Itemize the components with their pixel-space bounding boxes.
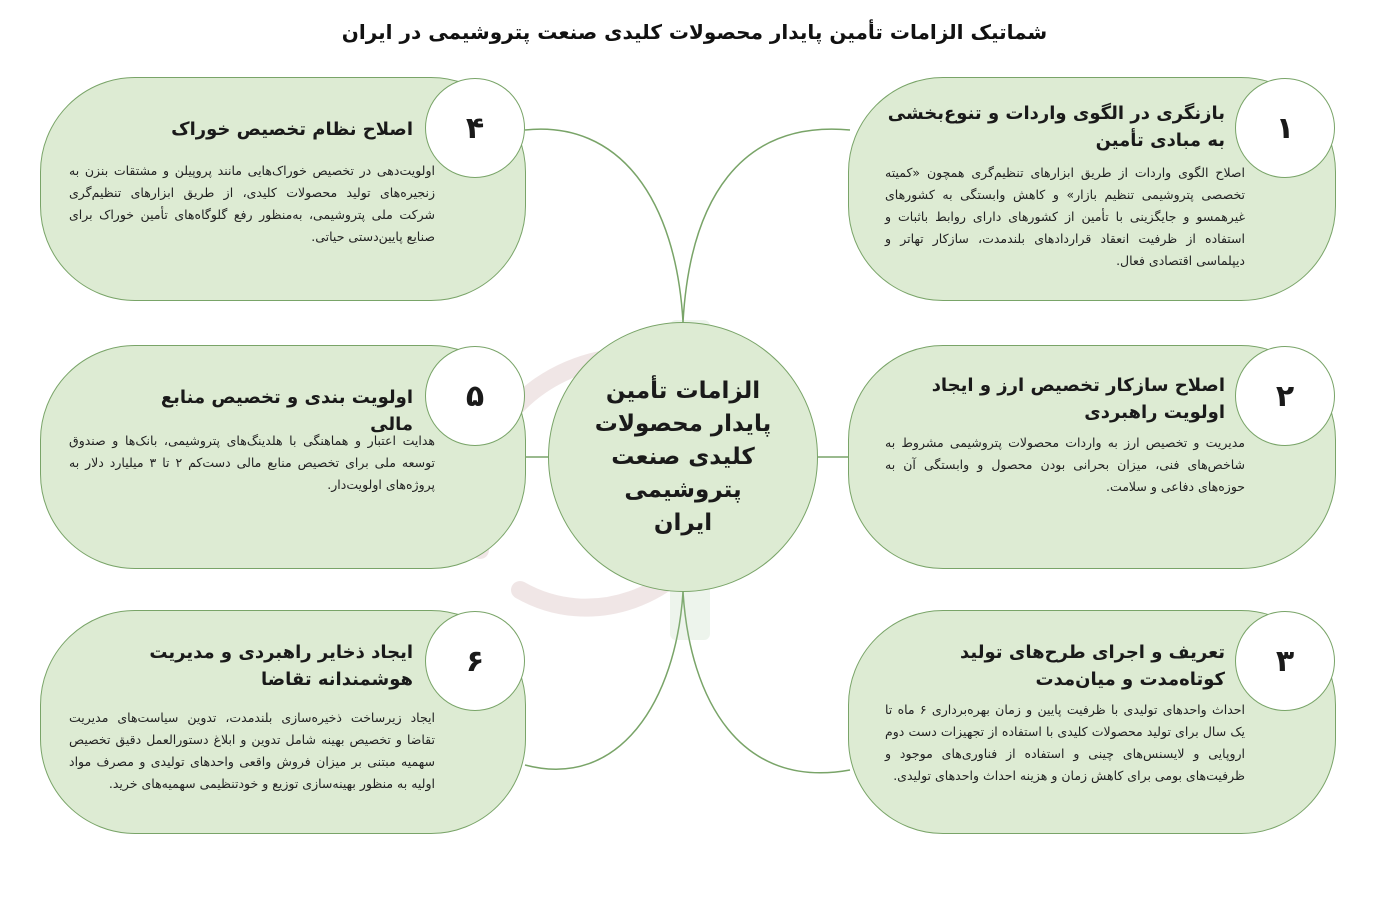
diagram-title: شماتیک الزامات تأمین پایدار محصولات کلیدی صنعت پتروشیمی در ایران (341, 20, 1048, 44)
card-1-title: بازنگری در الگوی واردات و تنوع‌بخشی به مبادی تأمین (887, 103, 1225, 151)
card-3-text: احداث واحدهای تولیدی با ظرفیت پایین و زمان بهره‌برداری ۶ ماه تا یک سال برای تولید محصولات کلیدی با استفاده از تجهیزات دست دوم اروپایی و لایسنس‌های چینی و استفاده از فناوری‌های موجود و ظرفیت‌های بومی برای کاهش زمان و هزینه احداث واحدهای تولیدی. (885, 702, 1245, 783)
center-label: الزامات تأمین پایدار محصولات کلیدی صنعت پتروشیمی ایران (594, 377, 772, 536)
card-4-title: اصلاح نظام تخصیص خوراک (171, 119, 413, 140)
card-5 (40, 345, 526, 569)
card-6-text: ایجاد زیرساخت ذخیره‌سازی بلندمدت، تدوین سیاست‌های مدیریت تقاضا و تخصیص بهینه شامل تدوین و ابلاغ دستورالعمل دقیق تخصیص سهمیه مبتنی بر میزان فروش واقعی واحدهای تولیدی و مصرف مواد اولیه به منظور بهینه‌سازی توزیع و خودتنظیمی سهمیه‌های خرید. (69, 710, 435, 791)
card-4-text: اولویت‌دهی در تخصیص خوراک‌هایی مانند پروپیلن و مشتقات بنزن به زنجیره‌های تولید محصولات کلیدی، از طریق ابزارهای تنظیم‌گری شرکت ملی پتروشیمی، به‌منظور رفع گلوگاه‌های تأمین خوراک برای صنایع پایین‌دستی حیاتی. (69, 163, 435, 244)
connector-4 (525, 129, 683, 322)
card-5-text: هدایت اعتبار و هماهنگی با هلدینگ‌های پتروشیمی، بانک‌ها و صندوق توسعه ملی برای تخصیص منابع مالی دست‌کم ۲ تا ۳ میلیارد دلار به پروژه‌های اولویت‌دار. (69, 433, 436, 492)
card-1-text: اصلاح الگوی واردات از طریق ابزارهای تنظیم‌گری همچون «کمیته تخصصی پتروشیمی تنظیم بازار» و کاهش وابستگی به کشورهای غیرهمسو و جایگزینی با تأمین از کشورهای دارای روابط باثبات و استفاده از ظرفیت انعقاد قراردادهای بلندمدت، سازکار تهاتر و دیپلماسی اقتصادی فعال. (885, 165, 1245, 268)
center-node (548, 322, 818, 592)
connector-1 (683, 129, 850, 322)
card-3-title: تعریف و اجرای طرح‌های تولید کوتاه‌مدت و میان‌مدت (960, 642, 1225, 690)
card-5-title: اولویت بندی و تخصیص منابع مالی (160, 387, 413, 435)
card-1 (848, 77, 1336, 301)
connector-3 (683, 592, 850, 773)
number-badge-2: ۲ (1235, 346, 1335, 446)
card-2 (848, 345, 1336, 569)
number-badge-3: ۳ (1235, 611, 1335, 711)
number-badge-5: ۵ (425, 346, 525, 446)
number-badge-1: ۱ (1235, 78, 1335, 178)
card-3 (848, 610, 1336, 834)
card-2-text: مدیریت و تخصیص ارز به واردات محصولات پتروشیمی مشروط به شاخص‌های فنی، میزان بحرانی بودن محصول و وابستگی آن به حوزه‌های دفاعی و سلامت. (885, 435, 1245, 494)
card-4 (40, 77, 526, 301)
card-2-title: اصلاح سازکار تخصیص ارز و ایجاد اولویت راهبردی (931, 375, 1225, 423)
card-6-title: ایجاد ذخایر راهبردی و مدیریت هوشمندانه تقاضا (149, 642, 413, 690)
number-badge-4: ۴ (425, 78, 525, 178)
card-6 (40, 610, 526, 834)
number-badge-6: ۶ (425, 611, 525, 711)
connector-6 (525, 592, 683, 769)
